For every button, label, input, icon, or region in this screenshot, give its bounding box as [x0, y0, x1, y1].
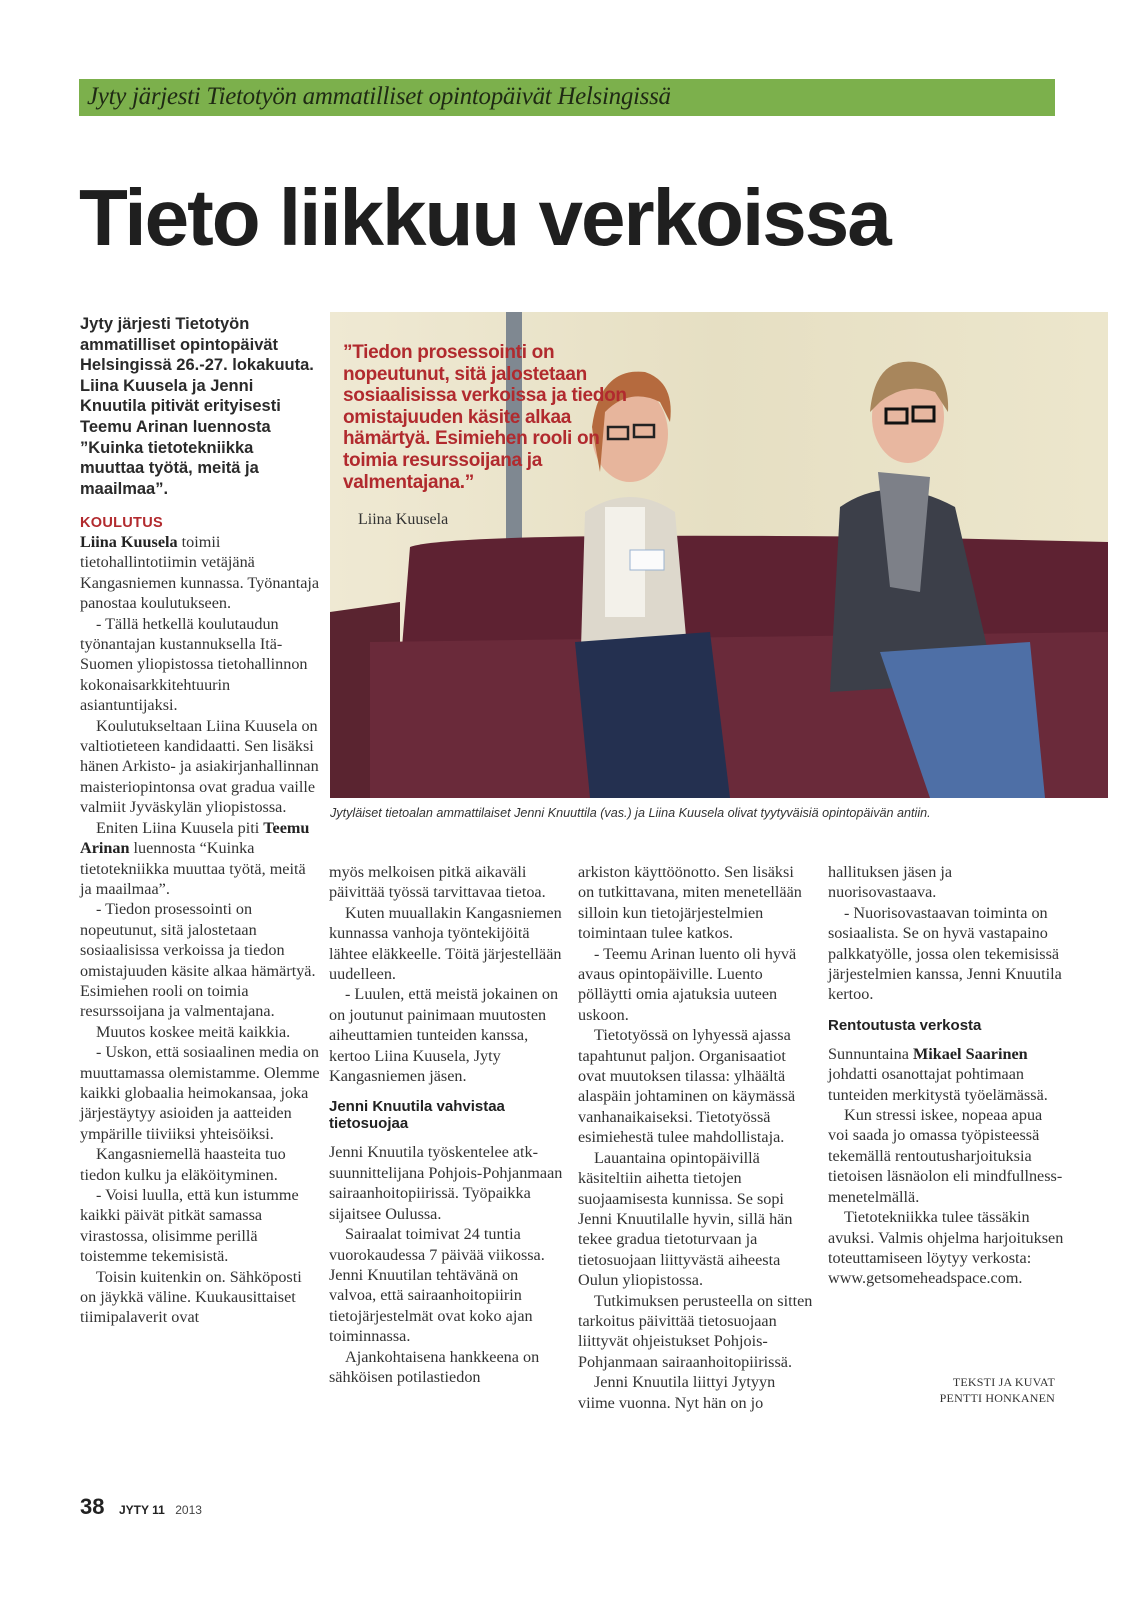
- paragraph-text: Sunnuntaina: [828, 1044, 913, 1063]
- paragraph: Toisin kuitenkin on. Sähköposti on jäykkä väline. Kuukausittaiset tiimipalaverit ovat: [80, 1267, 302, 1327]
- paragraph: - Voisi luulla, että kun istumme kaikki päivät pitkät samassa virastossa, olisimme perillä toistemme tekemisistä.: [80, 1186, 299, 1266]
- paragraph: Tietotyössä on lyhyessä ajassa tapahtunut paljon. Organisaatiot ovat muutoksen tilassa: ylhäältä alaspäin johtaminen on käymässä vanhanaikaiseksi. Tietotyössä esimiehestä tulee mahdollistaja.: [578, 1026, 796, 1147]
- photo-caption: Jytyläiset tietoalan ammattilaiset Jenni Knuuttila (vas.) ja Liina Kuusela olivat tyytyväisiä opintopäivän antiin.: [330, 806, 931, 820]
- byline-credit: [880, 1374, 1055, 1406]
- paragraph: Sairaalat toimivat 24 tuntia vuorokaudessa 7 päivää viikossa. Jenni Knuutilan tehtävänä on valvoa, että sairaanhoitopiirin tietojärjestelmät ovat koko ajan toiminnassa.: [329, 1225, 545, 1346]
- paragraph: hallituksen jäsen ja nuorisovastaava.: [828, 863, 953, 902]
- paragraph: - Nuorisovastaavan toiminta on sosiaalista. Se on hyvä vastapaino palkkatyölle, jossa olen tekemisissä järjestelmien kanssa, Jenni Knuutila kertoo.: [828, 903, 1062, 1004]
- paragraph-text: Eniten Liina Kuusela piti: [96, 818, 264, 837]
- paragraph: - Tiedon prosessointi on nopeutunut, sitä jalostetaan sosiaalisissa verkoissa ja tiedon omistajuuden käsite alkaa hämärtyä. Esimiehen rooli on toimia resurssoijana ja valmentajana.: [80, 900, 316, 1021]
- paragraph: Lauantaina opintopäivillä käsiteltiin aihetta tietojen suojaamisesta kunnissa. Se sopi Jenni Knuutilalle hyvin, sillä hän tekee gradua tietoturvaan ja tietosuojaan liittyvästä aiheesta Oulun yliopistossa.: [578, 1148, 793, 1290]
- paragraph: [80, 532, 320, 614]
- paragraph: [828, 1044, 1064, 1105]
- paragraph: - Tällä hetkellä koulutaudun työnantajan kustannuksella Itä-Suomen yliopistossa tietohallinnon kokonaisarkkitehtuurin asiantuntijaksi.: [80, 614, 308, 715]
- lead-paragraph: [80, 314, 320, 499]
- person-name: Teemu Arinan: [80, 818, 310, 858]
- paragraph: Kuten muuallakin Kangasniemen kunnassa vanhoja työntekijöitä lähtee eläkkeelle. Töitä järjestellään uudelleen.: [329, 903, 562, 984]
- column-2: [329, 862, 565, 1387]
- subheading: Rentoutusta verkosta: [828, 1016, 982, 1034]
- paragraph: - Uskon, että sosiaalinen media on muuttamassa olemistamme. Olemme kaikki globaalia heimokansaa, joka järjestäytyy asioiden ja aatteiden ympärille tiiviiksi yhteisöiksi.: [80, 1043, 320, 1143]
- person-name: Mikael Saarinen: [912, 1044, 1028, 1063]
- paragraph: Kangasniemellä haasteita tuo tiedon kulku ja eläköityminen.: [80, 1145, 286, 1184]
- column-4: [828, 862, 1064, 1289]
- paragraph: myös melkoisen pitkä aikaväli päivittää työssä tarvittavaa tietoa.: [329, 863, 546, 902]
- kicker-text: Jyty järjesti Tietotyön ammatilliset opintopäivät Helsingissä: [87, 83, 671, 110]
- paragraph: Kun stressi iskee, nopeaa apua voi saada jo omassa työpisteessä tekemällä rentoutusharjoituksia tietoisen läsnäolon eli mindfullness-menetelmällä.: [828, 1106, 1063, 1206]
- paragraph: Jenni Knuutila liittyi Jytyyn viime vuonna. Nyt hän on jo: [578, 1373, 776, 1412]
- paragraph: Tietotekniikka tulee tässäkin avuksi. Valmis ohjelma harjoituksen toteuttamiseen löytyy verkosta: www.getsomeheadspace.com.: [828, 1208, 1064, 1288]
- credit-line: PENTTI HONKANEN: [939, 1391, 1055, 1405]
- lead-text: Jyty järjesti Tietotyön ammatilliset opintopäivät Helsingissä 26.-27. lokakuuta. Liina Kuusela ja Jenni Knuutila pitivät erityisesti Teemu Arinan luennosta ”Kuinka tietotekniikka muuttaa työtä, meitä ja maailmaa”.: [80, 315, 314, 498]
- paragraph-text: johdatti osanottajat pohtimaan tunteiden merkitystä työelämässä.: [828, 1065, 1048, 1104]
- paragraph: Tutkimuksen perusteella on sitten tarkoitus päivittää tietosuojaan liittyvät ohjeistukset Pohjois-Pohjanmaan sairaanhoitopiirissä.: [578, 1291, 813, 1371]
- subheading: Jenni Knuutila vahvistaa tietosuojaa: [329, 1098, 505, 1133]
- paragraph: Koulutukseltaan Liina Kuusela on valtiotieteen kandidaatti. Sen lisäksi hänen Arkisto- ja asiakirjanhallinnan maisteriopintonsa ovat gradua vaille valmiit Jyväskylän yliopistossa.: [80, 716, 319, 817]
- issue-year: 2013: [175, 1503, 202, 1517]
- column-3: [578, 862, 814, 1413]
- pull-quote-attribution: Liina Kuusela: [358, 511, 449, 528]
- paragraph: Ajankohtaisena hankkeena on sähköisen potilastiedon: [329, 1347, 540, 1386]
- magazine-issue: JYTY 11: [118, 1503, 165, 1517]
- paragraph-text: luennosta “Kuinka tietotekniikka muuttaa työtä, meitä ja maailmaa”.: [80, 839, 306, 898]
- paragraph: - Luulen, että meistä jokainen on on joutunut painimaan muutosten aiheuttamien tunteiden kanssa, kertoo Liina Kuusela, Jyty Kangasniemen jäsen.: [329, 985, 559, 1086]
- paragraph: [80, 818, 320, 900]
- paragraph: Muutos koskee meitä kaikkia.: [96, 1022, 291, 1041]
- column-1: [80, 514, 320, 1328]
- person-name: Liina Kuusela: [80, 533, 178, 551]
- page-footer: [80, 1494, 202, 1520]
- credit-line: TEKSTI JA KUVAT: [952, 1375, 1055, 1389]
- page-number: 38: [80, 1494, 105, 1519]
- paragraph-text: toimii tietohallintotiimin vetäjänä Kangasniemen kunnassa. Työnantaja panostaa koulutukseen.: [80, 533, 320, 613]
- kicker-bar: [79, 79, 1055, 116]
- section-label: KOULUTUS: [80, 515, 163, 531]
- paragraph: Jenni Knuutila työskentelee atk-suunnittelijana Pohjois-Pohjanmaan sairaanhoitopiirissä. Työpaikka sijaitsee Oulussa.: [329, 1143, 563, 1223]
- pull-quote: ”Tiedon prosessointi on nopeutunut, sitä jalostetaan sosiaalisissa verkoissa ja tiedon omistajuuden käsite alkaa hämärtyä. Esimiehen rooli on toimia resurssoijana ja valmentajana.”: [343, 342, 627, 493]
- paragraph: arkiston käyttöönotto. Sen lisäksi on tutkittavana, miten menetellään silloin kun tietojärjestelmien toimintaan tulee katkos.: [578, 863, 802, 943]
- paragraph: - Teemu Arinan luento oli hyvä avaus opintopäiville. Luento pölläytti omia ajatuksia uuteen uskoon.: [578, 944, 797, 1024]
- article-title: Tieto liikkuu verkoissa: [79, 173, 890, 262]
